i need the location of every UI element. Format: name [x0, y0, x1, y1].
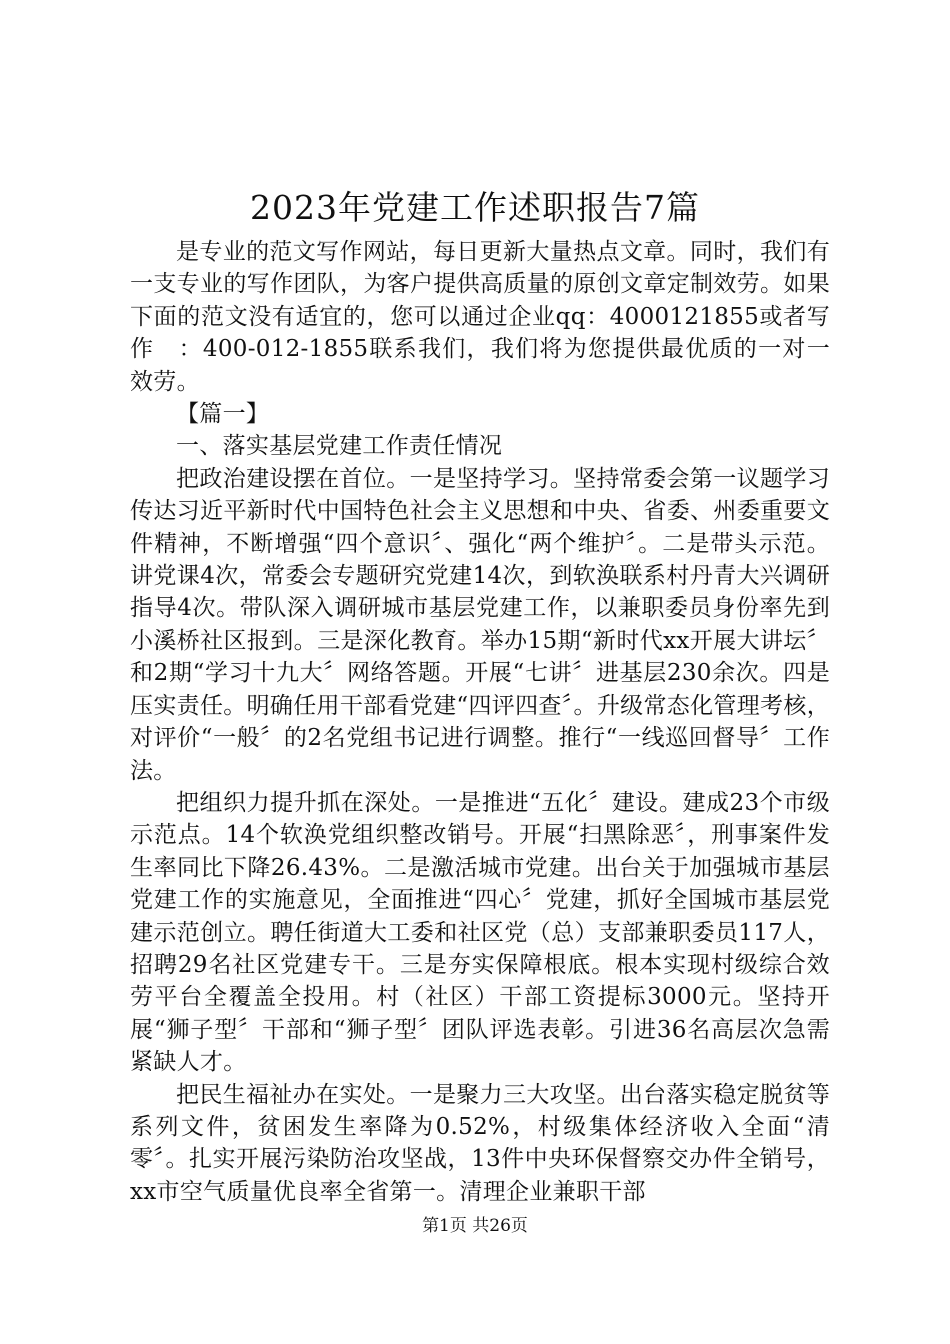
- body-paragraph-political-building: 把政治建设摆在首位。一是坚持学习。坚持常委会第一议题学习传达习近平新时代中国特色社会主义思想和中央、省委、州委重要文件精神，不断增强“四个意识〞、强化“两个维护〞。二是带头示范。讲党课4次，常委会专题研究党建14次，到软涣联系村丹青大兴调研指导4次。带队深入调研城市基层党建工作，以兼职委员身份率先到小溪桥社区报到。三是深化教育。举办15期“新时代xx开展大讲坛〞和2期“学习十九大〞网络答题。开展“七讲〞进基层230余次。四是压实责任。明确任用干部看党建“四评四查〞。升级常态化管理考核，对评价“一般〞的2名党组书记进行调整。推行“一线巡回督导〞工作法。: [130, 465, 830, 784]
- intro-paragraph: 是专业的范文写作网站，每日更新大量热点文章。同时，我们有一支专业的写作团队，为客户提供高质量的原创文章定制效劳。如果下面的范文没有适宜的，您可以通过企业qq：4000121855或者写作 ：400-012-1855联系我们，我们将为您提供最优质的一对一效劳。: [130, 239, 830, 395]
- subsection-heading: 一、落实基层党建工作责任情况: [176, 433, 503, 460]
- section-heading-part-one: 【篇一】: [176, 401, 270, 428]
- body-paragraph-livelihood: 把民生福祉办在实处。一是聚力三大攻坚。出台落实稳定脱贫等系列文件，贫困发生率降为0.52%，村级集体经济收入全面“清零〞。扎实开展污染防治攻坚战，13件中央环保督察交办件全销号，xx市空气质量优良率全省第一。清理企业兼职干部: [130, 1081, 830, 1205]
- document-body: [130, 236, 830, 1208]
- page-number-footer: 第1页 共26页: [422, 1216, 528, 1236]
- document-title: 2023年党建工作述职报告7篇: [250, 188, 700, 227]
- body-paragraph-organization: 把组织力提升抓在深处。一是推进“五化〞建设。建成23个市级示范点。14个软涣党组织整改销号。开展“扫黑除恶〞，刑事案件发生率同比下降26.43%。二是激活城市党建。出台关于加强城市基层党建工作的实施意见，全面推进“四心〞党建，抓好全国城市基层党建示范创立。聘任街道大工委和社区党（总）支部兼职委员117人，招聘29名社区党建专干。三是夯实保障根底。根本实现村级综合效劳平台全覆盖全投用。村（社区）干部工资提标3000元。坚持开展“狮子型〞干部和“狮子型〞团队评选表彰。引进36名高层次急需紧缺人才。: [130, 789, 830, 1076]
